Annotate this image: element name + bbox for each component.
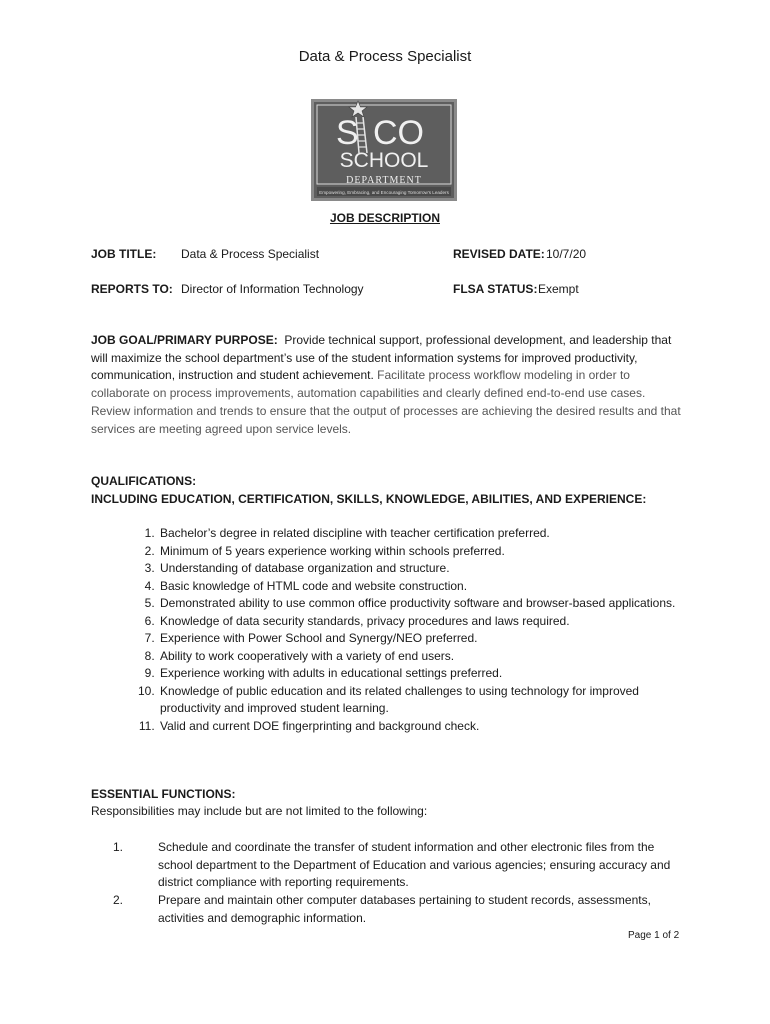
essential-functions-subheading: Responsibilities may include but are not limited to the following: — [91, 804, 428, 818]
function-text: Schedule and coordinate the transfer of student information and other electronic files from the school department to the Department of Education and various agencies; ensuring accuracy and district compliance with reporting requirements. — [158, 840, 671, 889]
flsa-status-value: Exempt — [538, 282, 579, 296]
job-goal-paragraph — [91, 332, 681, 438]
flsa-status-label: FLSA STATUS: — [453, 282, 538, 296]
list-item: 8. Ability to work cooperatively with a variety of end users. — [158, 648, 688, 666]
essential-functions-heading: ESSENTIAL FUNCTIONS: — [91, 787, 236, 801]
list-item: 1. Bachelor’s degree in related discipline with teacher certification preferred. — [158, 525, 688, 543]
revised-date-value: 10/7/20 — [546, 247, 587, 261]
function-item — [91, 892, 681, 927]
logo-text-department: DEPARTMENT — [346, 175, 422, 186]
logo-tagline: Empowering, Embracing, and Encouraging Tomorrow's Leaders — [319, 190, 449, 195]
list-item: 9. Experience working with adults in educational settings preferred. — [158, 665, 688, 683]
list-item: 6. Knowledge of data security standards, privacy procedures and laws required. — [158, 613, 688, 631]
list-item: 3. Understanding of database organization and structure. — [158, 560, 688, 578]
function-item — [91, 839, 681, 892]
list-item: 11. Valid and current DOE fingerprinting and background check. — [158, 718, 688, 736]
job-description-heading: JOB DESCRIPTION — [329, 211, 440, 225]
logo-text-co: CO — [373, 114, 424, 152]
qualifications-list — [91, 525, 688, 735]
qualifications-heading: QUALIFICATIONS: — [91, 474, 197, 488]
job-title-label: JOB TITLE: — [91, 247, 157, 261]
list-item: 2. Minimum of 5 years experience working within schools preferred. — [158, 543, 688, 561]
saco-school-logo — [311, 99, 457, 201]
page-number: Page 1 of 2 — [628, 930, 680, 941]
reports-to-value: Director of Information Technology — [181, 282, 364, 296]
revised-date-label: REVISED DATE: — [453, 247, 545, 261]
list-item: 7. Experience with Power School and Synergy/NEO preferred. — [158, 630, 688, 648]
logo-text-school: SCHOOL — [339, 149, 429, 172]
qualifications-heading-block — [91, 472, 691, 508]
page-title: Data & Process Specialist — [298, 48, 472, 65]
logo-text-s: S — [336, 114, 359, 152]
function-text: Prepare and maintain other computer databases pertaining to student records, assessments, activities and demographic information. — [158, 893, 651, 925]
job-goal-text: Provide technical support, professional development, and leadership that will maximize the school department’s use of the student information systems for improved productivity, communication, instruction and student achievement. — [91, 333, 672, 383]
function-number: 1. — [113, 840, 124, 854]
reports-to-label: REPORTS TO: — [91, 282, 173, 296]
function-number: 2. — [113, 893, 124, 907]
job-title-value: Data & Process Specialist — [181, 247, 320, 261]
list-item: 10. Knowledge of public education and its related challenges to using technology for improved productivity and improved student learning. — [158, 683, 688, 718]
job-goal-label: JOB GOAL/PRIMARY PURPOSE: — [91, 333, 278, 347]
qualifications-subheading: INCLUDING EDUCATION, CERTIFICATION, SKILLS, KNOWLEDGE, ABILITIES, AND EXPERIENCE: — [91, 492, 647, 506]
job-goal-text-extended: Facilitate process workflow modeling in order to collaborate on process improvements, automation capabilities and clearly defined end-to-end use cases. Review information and trends to ensure that the output of processes are achieving the desired results and that services are meeting agreed upon service levels. — [91, 368, 681, 436]
list-item: 4. Basic knowledge of HTML code and website construction. — [158, 578, 688, 596]
list-item: 5. Demonstrated ability to use common office productivity software and browser-based applications. — [158, 595, 688, 613]
